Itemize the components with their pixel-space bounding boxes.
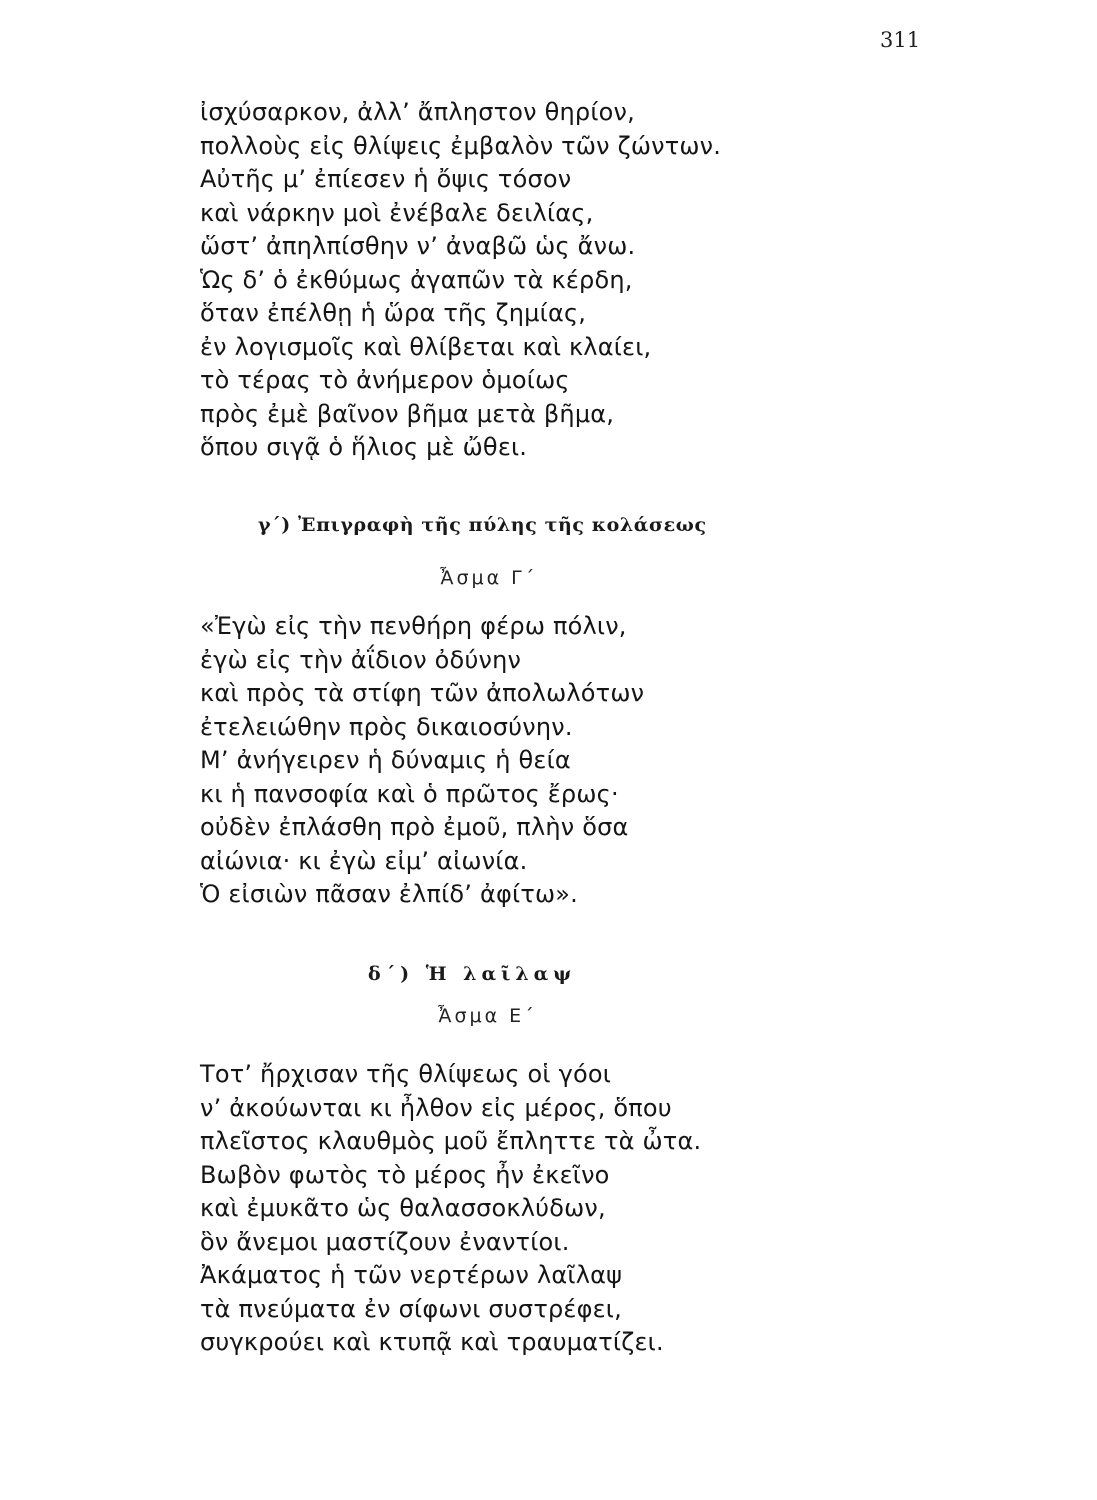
verse-line: ἐγὼ εἰς τὴν ἀΐδιον ὀδύνην bbox=[200, 645, 522, 674]
verse-line: πρὸς ἐμὲ βαῖνον βῆμα μετὰ βῆμα, bbox=[200, 399, 615, 428]
verse-line: τὸ τέρας τὸ ἀνήμερον ὁμοίως bbox=[200, 366, 570, 394]
verse-line: Τοτ’ ἤρχισαν τῆς θλίψεως οἱ γόοι bbox=[200, 1060, 612, 1088]
stanza-1 bbox=[200, 96, 721, 465]
verse-line: συγκρούει καὶ κτυπᾷ καὶ τραυματίζει. bbox=[200, 1328, 664, 1356]
verse-line: οὐδὲν ἐπλάσθη πρὸ ἐμοῦ, πλὴν ὅσα bbox=[200, 813, 629, 841]
verse-line: τὰ πνεύματα ἐν σίφωνι συστρέφει, bbox=[200, 1294, 622, 1323]
verse-line: ἰσχύσαρκον, ἀλλ’ ἄπληστον θηρίον, bbox=[200, 98, 635, 126]
verse-line: Ὁ εἰσιὼν πᾶσαν ἐλπίδ’ ἀφίτω». bbox=[200, 880, 578, 908]
verse-line: Αὐτῆς μ’ ἐπίεσεν ἡ ὄψις τόσον bbox=[200, 165, 572, 193]
verse-line: Ἀκάματος ἡ τῶν νερτέρων λαῖλαψ bbox=[200, 1261, 623, 1289]
verse-line: Βωβὸν φωτὸς τὸ μέρος ἦν ἐκεῖνο bbox=[200, 1160, 610, 1189]
verse-line: ὃν ἄνεμοι μαστίζουν ἐναντίοι. bbox=[200, 1227, 570, 1256]
verse-line: ἐτελειώθην πρὸς δικαιοσύνην. bbox=[200, 712, 573, 741]
stanza-2 bbox=[200, 610, 644, 912]
verse-line: καὶ πρὸς τὰ στίφη τῶν ἀπολωλότων bbox=[200, 679, 645, 707]
verse-line: ὥστ’ ἀπηλπίσθην ν’ ἀναβῶ ὡς ἄνω. bbox=[200, 232, 636, 260]
verse-line: πλεῖστος κλαυθμὸς μοῦ ἔπληττε τὰ ὦτα. bbox=[200, 1127, 702, 1155]
verse-line: καὶ ἐμυκᾶτο ὡς θαλασσοκλύδων, bbox=[200, 1194, 606, 1222]
verse-line: ὅπου σιγᾷ ὁ ἥλιος μὲ ὤθει. bbox=[200, 433, 528, 461]
verse-line: ν’ ἀκούωνται κι ἦλθον εἰς μέρος, ὅπου bbox=[200, 1093, 672, 1122]
canto-label-c: Ἆσμα Γ΄ bbox=[440, 567, 538, 589]
verse-line: καὶ νάρκην μοὶ ἐνέβαλε δειλίας, bbox=[200, 198, 594, 227]
verse-line: «Ἐγὼ εἰς τὴν πενθήρη φέρω πόλιν, bbox=[200, 612, 627, 640]
stanza-3 bbox=[200, 1058, 701, 1360]
verse-line: ὅταν ἐπέλθῃ ἡ ὥρα τῆς ζημίας, bbox=[200, 299, 587, 327]
section-heading-d: δ΄) Ἡ λαῖλαψ bbox=[368, 963, 577, 985]
verse-line: ἐν λογισμοῖς καὶ θλίβεται καὶ κλαίει, bbox=[200, 332, 652, 361]
verse-line: αἰώνια· κι ἐγὼ εἰμ’ αἰωνία. bbox=[200, 846, 528, 875]
verse-line: Μ’ ἀνήγειρεν ἡ δύναμις ἡ θεία bbox=[200, 746, 571, 774]
verse-line: πολλοὺς εἰς θλίψεις ἐμβαλὸν τῶν ζώντων. bbox=[200, 131, 722, 160]
page-number: 311 bbox=[880, 28, 921, 52]
verse-line: κι ἡ πανσοφία καὶ ὁ πρῶτος ἔρως· bbox=[200, 779, 619, 808]
verse-line: Ὡς δ’ ὁ ἐκθύμως ἀγαπῶν τὰ κέρδη, bbox=[200, 265, 633, 294]
section-heading-c: γ΄) Ἐπιγραφὴ τῆς πύλης τῆς κολάσεως bbox=[258, 514, 707, 536]
canto-label-d: Ἆσμα Ε΄ bbox=[438, 1005, 537, 1027]
